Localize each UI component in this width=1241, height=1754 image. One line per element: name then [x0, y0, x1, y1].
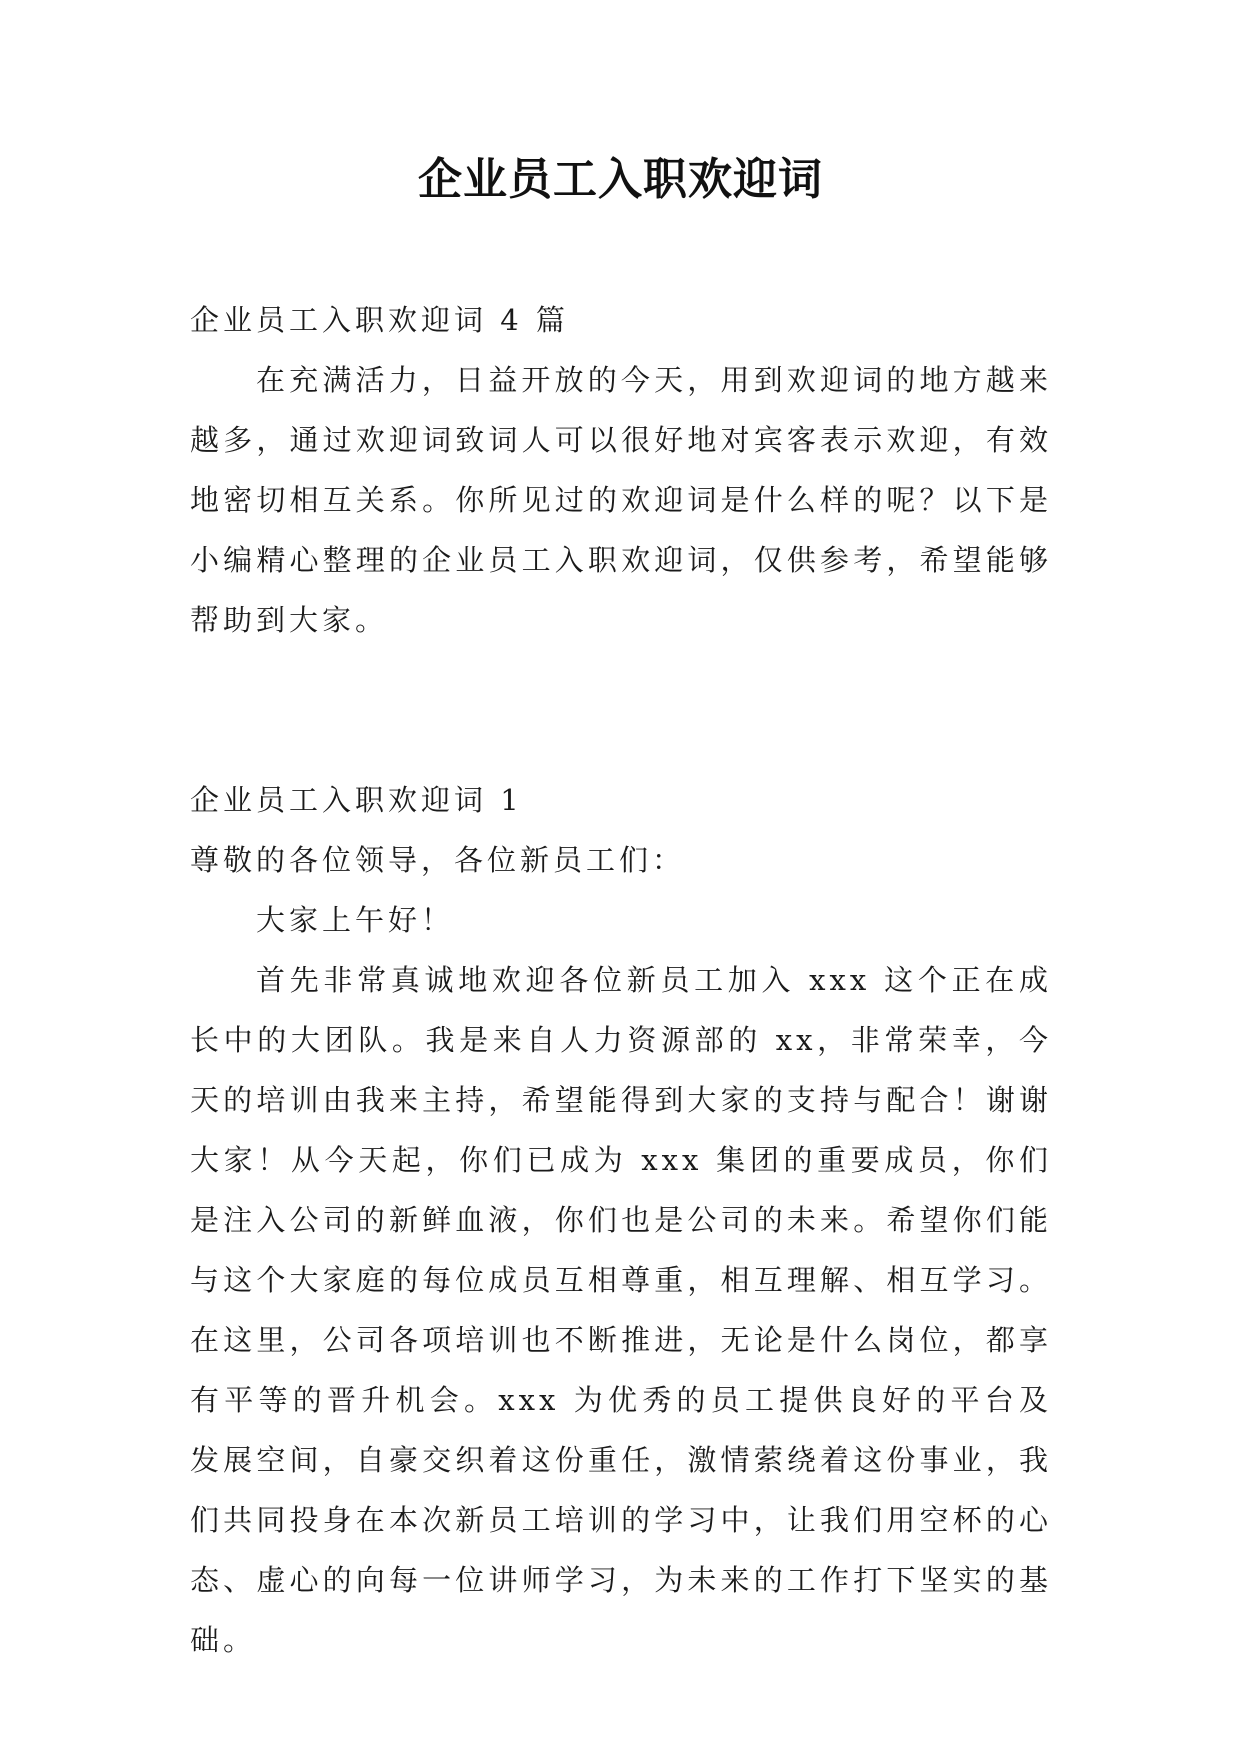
salutation: 尊敬的各位领导，各位新员工们： — [190, 843, 686, 877]
section-heading: 企业员工入职欢迎词 1 — [190, 783, 523, 817]
section-spacer — [190, 650, 1052, 770]
body-paragraph: 首先非常真诚地欢迎各位新员工加入 xxx 这个正在成长中的大团队。我是来自人力资源部的 xx，非常荣幸，今天的培训由我来主持，希望能得到大家的支持与配合！谢谢大家！从今天起，你们已成为 xxx 集团的重要成员，你们是注入公司的新鲜血液，你们也是公司的未来。希望你们能与这个大家庭的每位成员互相尊重，相互理解、相互学习。在这里，公司各项培训也不断推进，无论是什么岗位，都享有平等的晋升机会。xxx 为优秀的员工提供良好的平台及发展空间，自豪交织着这份重任，激情萦绕着这份事业，我们共同投身在本次新员工培训的学习中，让我们用空杯的心态、虚心的向每一位讲师学习，为未来的工作打下坚实的基础。 — [190, 963, 1052, 1657]
intro-paragraph: 在充满活力，日益开放的今天，用到欢迎词的地方越来越多，通过欢迎词致词人可以很好地对宾客表示欢迎，有效地密切相互关系。你所见过的欢迎词是什么样的呢？以下是小编精心整理的企业员工入职欢迎词，仅供参考，希望能够帮助到大家。 — [190, 363, 1052, 637]
greeting: 大家上午好！ — [256, 903, 455, 937]
document-title: 企业员工入职欢迎词 — [418, 154, 823, 205]
document-body — [190, 290, 1052, 1670]
document-subtitle: 企业员工入职欢迎词 4 篇 — [190, 303, 569, 337]
